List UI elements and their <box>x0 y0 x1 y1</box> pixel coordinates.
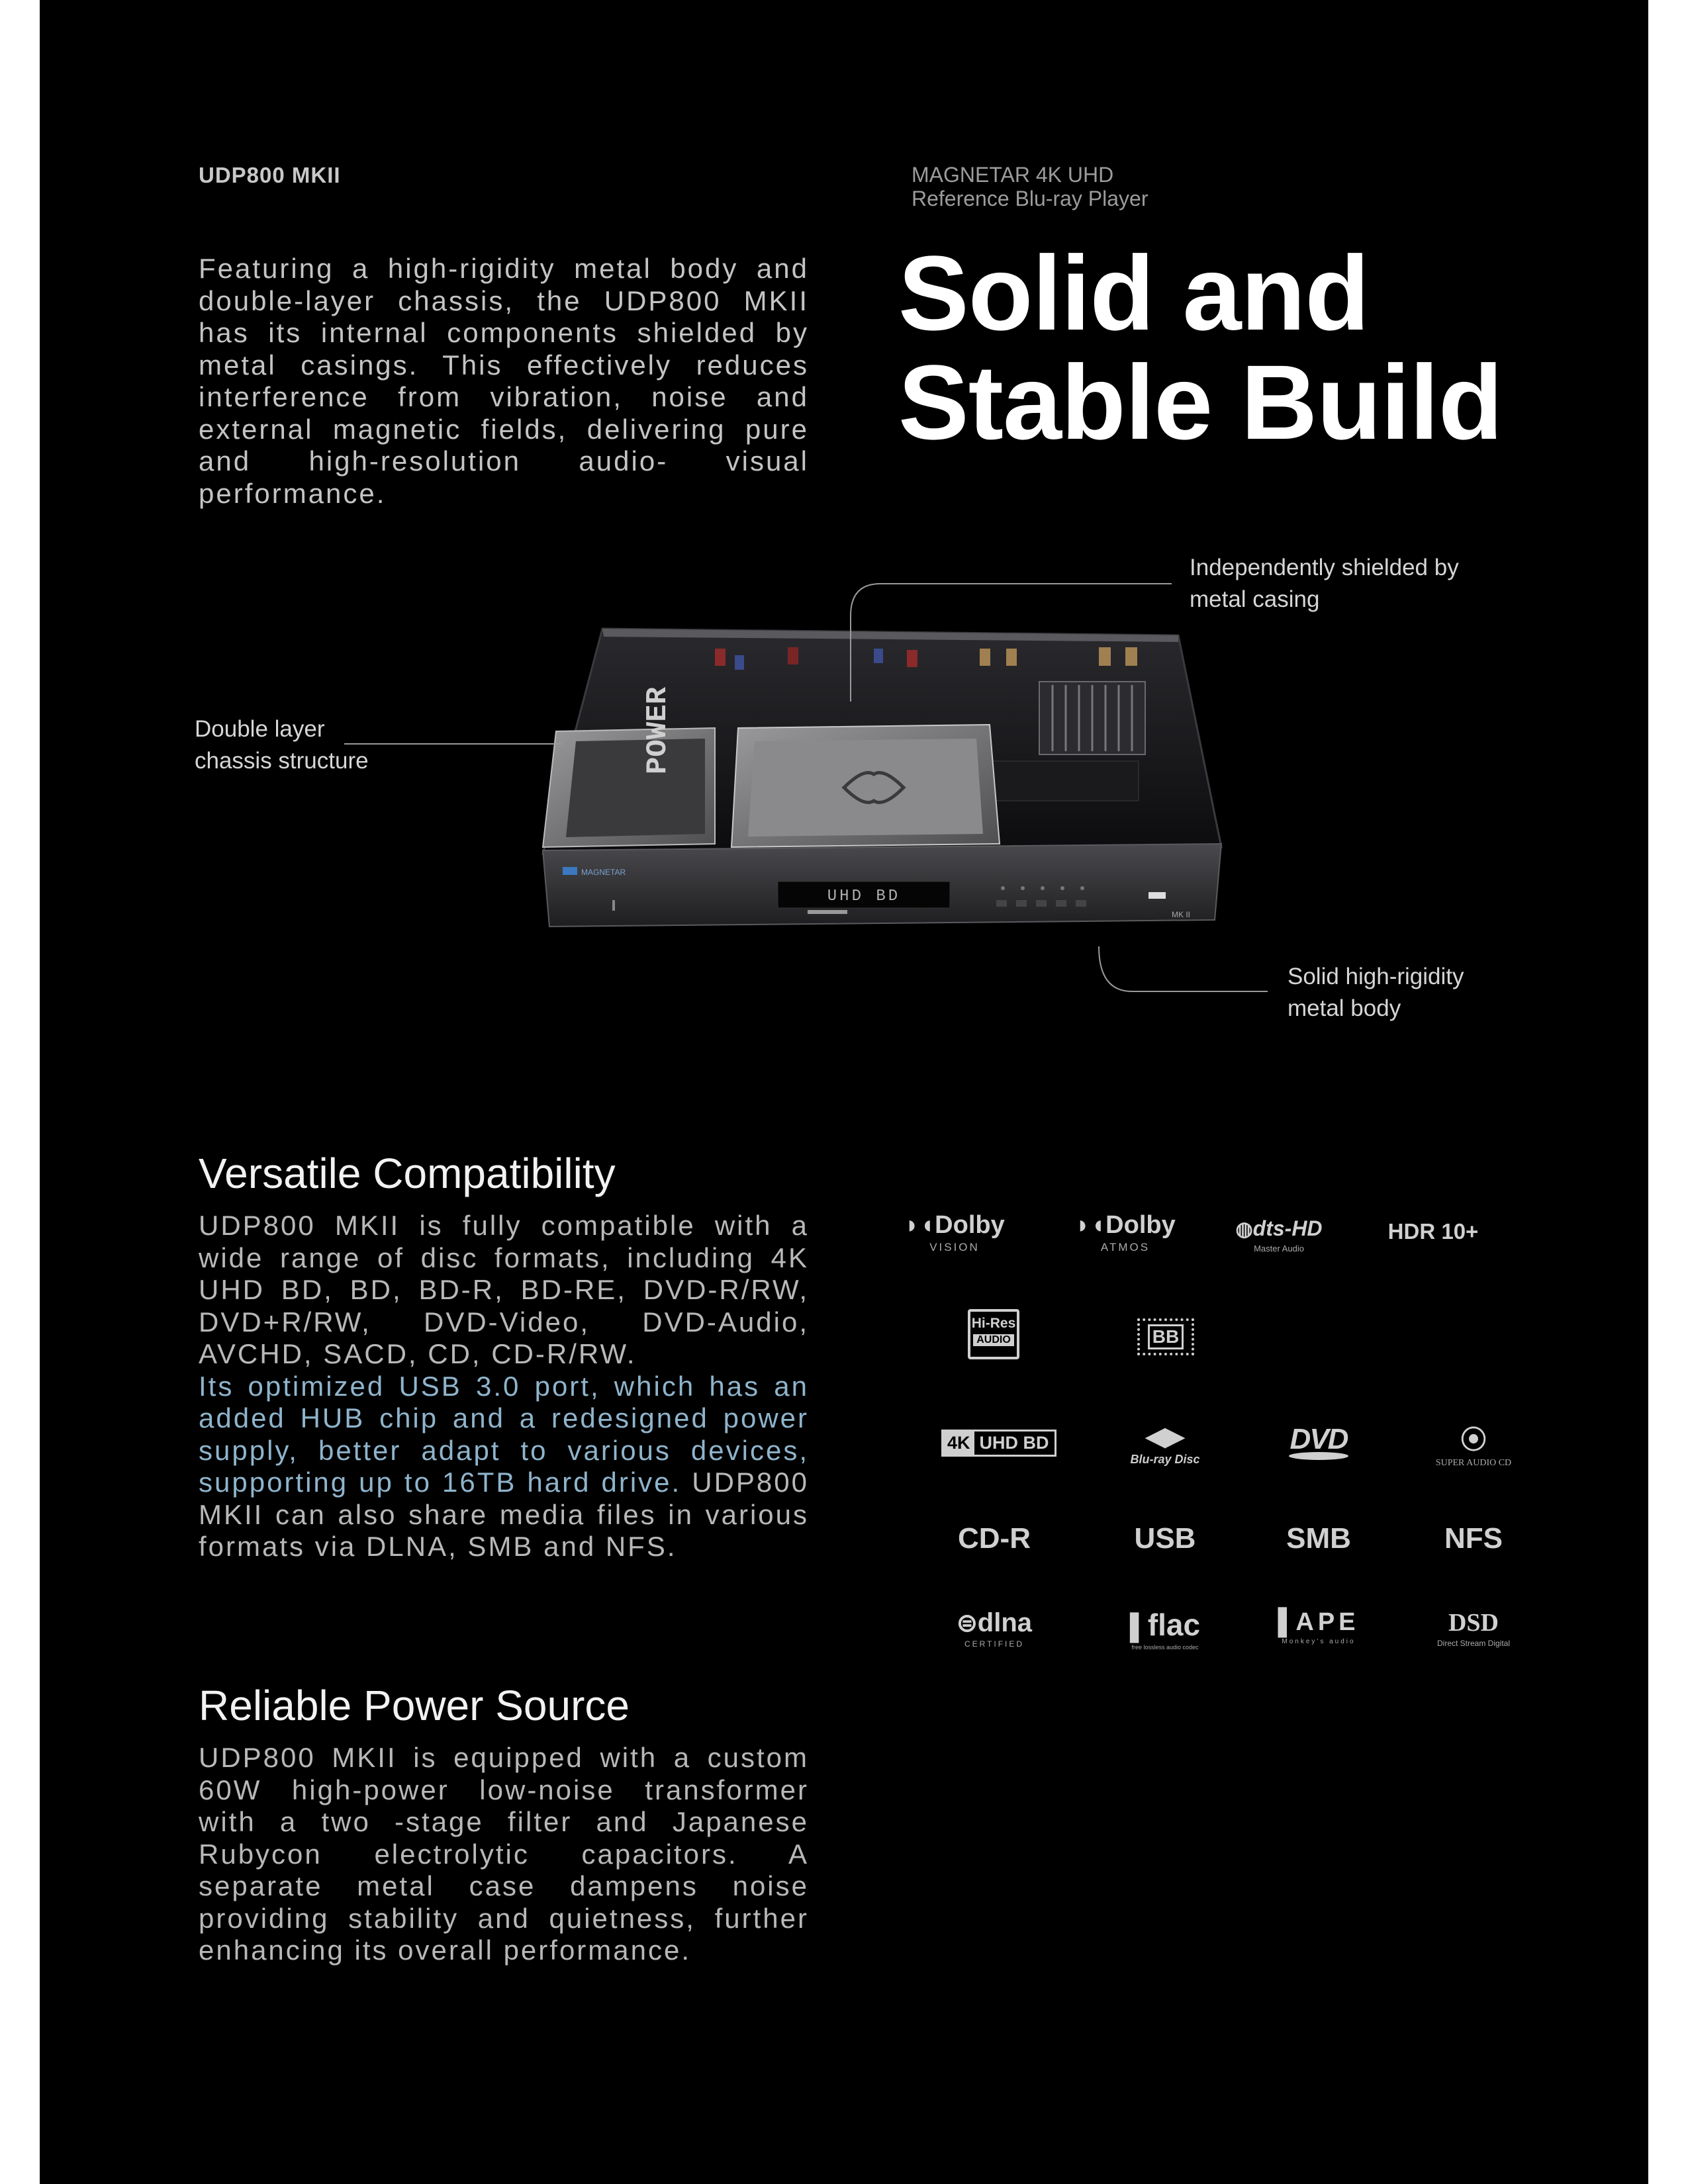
dts-swoosh-icon: ◍ <box>1235 1218 1253 1240</box>
callout-shielded <box>1190 552 1459 615</box>
power-label: POWER <box>641 686 675 774</box>
flac-logo: ▌flac free lossless audio codec <box>1129 1608 1201 1651</box>
compatibility-body <box>199 1210 809 1563</box>
blu-ray-icon: ◀▶ <box>1145 1423 1185 1451</box>
callout-shielded-line-2: metal casing <box>1190 586 1320 612</box>
product-line-2: Reference Blu-ray Player <box>912 187 1149 210</box>
callout-chassis-line-1: Double layer <box>195 716 325 742</box>
compatibility-body-network: UDP800 MKII can also share media files in various formats via DLNA, SMB and NFS. <box>199 1467 809 1562</box>
dvd-logo: DVD <box>1252 1423 1385 1460</box>
dsd-logo: DSD Direct Stream Digital <box>1436 1609 1511 1648</box>
compatibility-title: Versatile Compatibility <box>199 1150 616 1197</box>
power-body: UDP800 MKII is equipped with a custom 60W high-power low-noise transformer with a two -stage filter and Japanese Rubycon electrolytic capacitors. A separate metal case dampens noise providing stability and quietness, further enhancing its overall performance. <box>199 1742 809 1966</box>
callout-chassis <box>195 713 369 777</box>
dolby-icon: ◗◖ <box>904 1211 935 1239</box>
callout-leaders <box>40 0 1648 1059</box>
sacd-logo: ⦿ SUPER AUDIO CD <box>1435 1426 1512 1468</box>
hero-title-line-2: Stable Build <box>898 343 1503 461</box>
dts-hd-logo: ◍dts-HD Master Audio <box>1235 1216 1323 1253</box>
hi-res-audio-logo: Hi-Res AUDIO <box>968 1309 1019 1359</box>
product-line-1: MAGNETAR 4K UHD <box>912 163 1114 187</box>
page <box>40 0 1648 2184</box>
callout-body-line-1: Solid high-rigidity <box>1288 964 1464 989</box>
flac-bars-icon: ▌ <box>1129 1614 1148 1641</box>
leader-body <box>1099 946 1268 991</box>
hero-title-line-1: Solid and <box>898 234 1369 352</box>
cd-r-label: CD-R <box>958 1522 1031 1555</box>
mk2-badge: MK II <box>1172 910 1191 919</box>
intro-paragraph: Featuring a high-rigidity metal body and double-layer chassis, the UDP800 MKII has its internal components shielded by metal casings. This effectively reduces interference from vibration, noise and external magnetic fields, delivering pure and high-resolution audio- visual performance. <box>199 253 809 509</box>
smb-label: SMB <box>1286 1522 1351 1555</box>
callout-chassis-line-2: chassis structure <box>195 748 369 774</box>
power-title: Reliable Power Source <box>199 1682 630 1729</box>
callout-body <box>1288 961 1464 1024</box>
sacd-icon: ⦿ <box>1460 1426 1487 1455</box>
ape-logo: ▌APE Monkey's audio <box>1278 1608 1360 1645</box>
display-window: UHD BD <box>827 887 901 905</box>
compatibility-body-usb: Its optimized USB 3.0 port, which has an added HUB chip and a redesigned power supply, better adapt to various devices, supporting up to 16TB hard drive. <box>199 1370 809 1498</box>
dlna-logo: ⊜dlna CERTIFIED <box>956 1608 1033 1649</box>
callout-shielded-line-1: Independently shielded by <box>1190 555 1459 580</box>
callout-body-line-2: metal body <box>1288 995 1401 1021</box>
4k-uhd-bd-logo: 4K UHD BD <box>941 1430 1056 1457</box>
dolby-vision-logo: ◗◖Dolby VISION <box>904 1211 1005 1253</box>
brand-label: MAGNETAR <box>581 868 626 877</box>
leader-shielded <box>851 584 1172 702</box>
dolby-atmos-logo: ◗◖Dolby ATMOS <box>1075 1211 1176 1253</box>
bonus-view-logo: BB <box>1137 1318 1194 1355</box>
dlna-icon: ⊜ <box>956 1610 978 1637</box>
compatibility-body-formats: UDP800 MKII is fully compatible with a wide range of disc formats, including 4K UHD BD, BD, BD-R, BD-RE, DVD-R/RW, DVD+R/RW, DVD-Video, DVD-Audio, AVCHD, SACD, CD, CD-R/RW. <box>199 1210 809 1369</box>
dolby-icon: ◗◖ <box>1075 1211 1106 1239</box>
ape-bars-icon: ▌ <box>1278 1608 1296 1636</box>
model-name: UDP800 MKII <box>199 163 341 187</box>
nfs-label: NFS <box>1444 1522 1503 1555</box>
blu-ray-disc-logo: ◀▶ Blu-ray Disc <box>1130 1423 1200 1466</box>
hdr10-logo: HDR 10+ <box>1387 1219 1479 1244</box>
usb-label: USB <box>1134 1522 1196 1555</box>
